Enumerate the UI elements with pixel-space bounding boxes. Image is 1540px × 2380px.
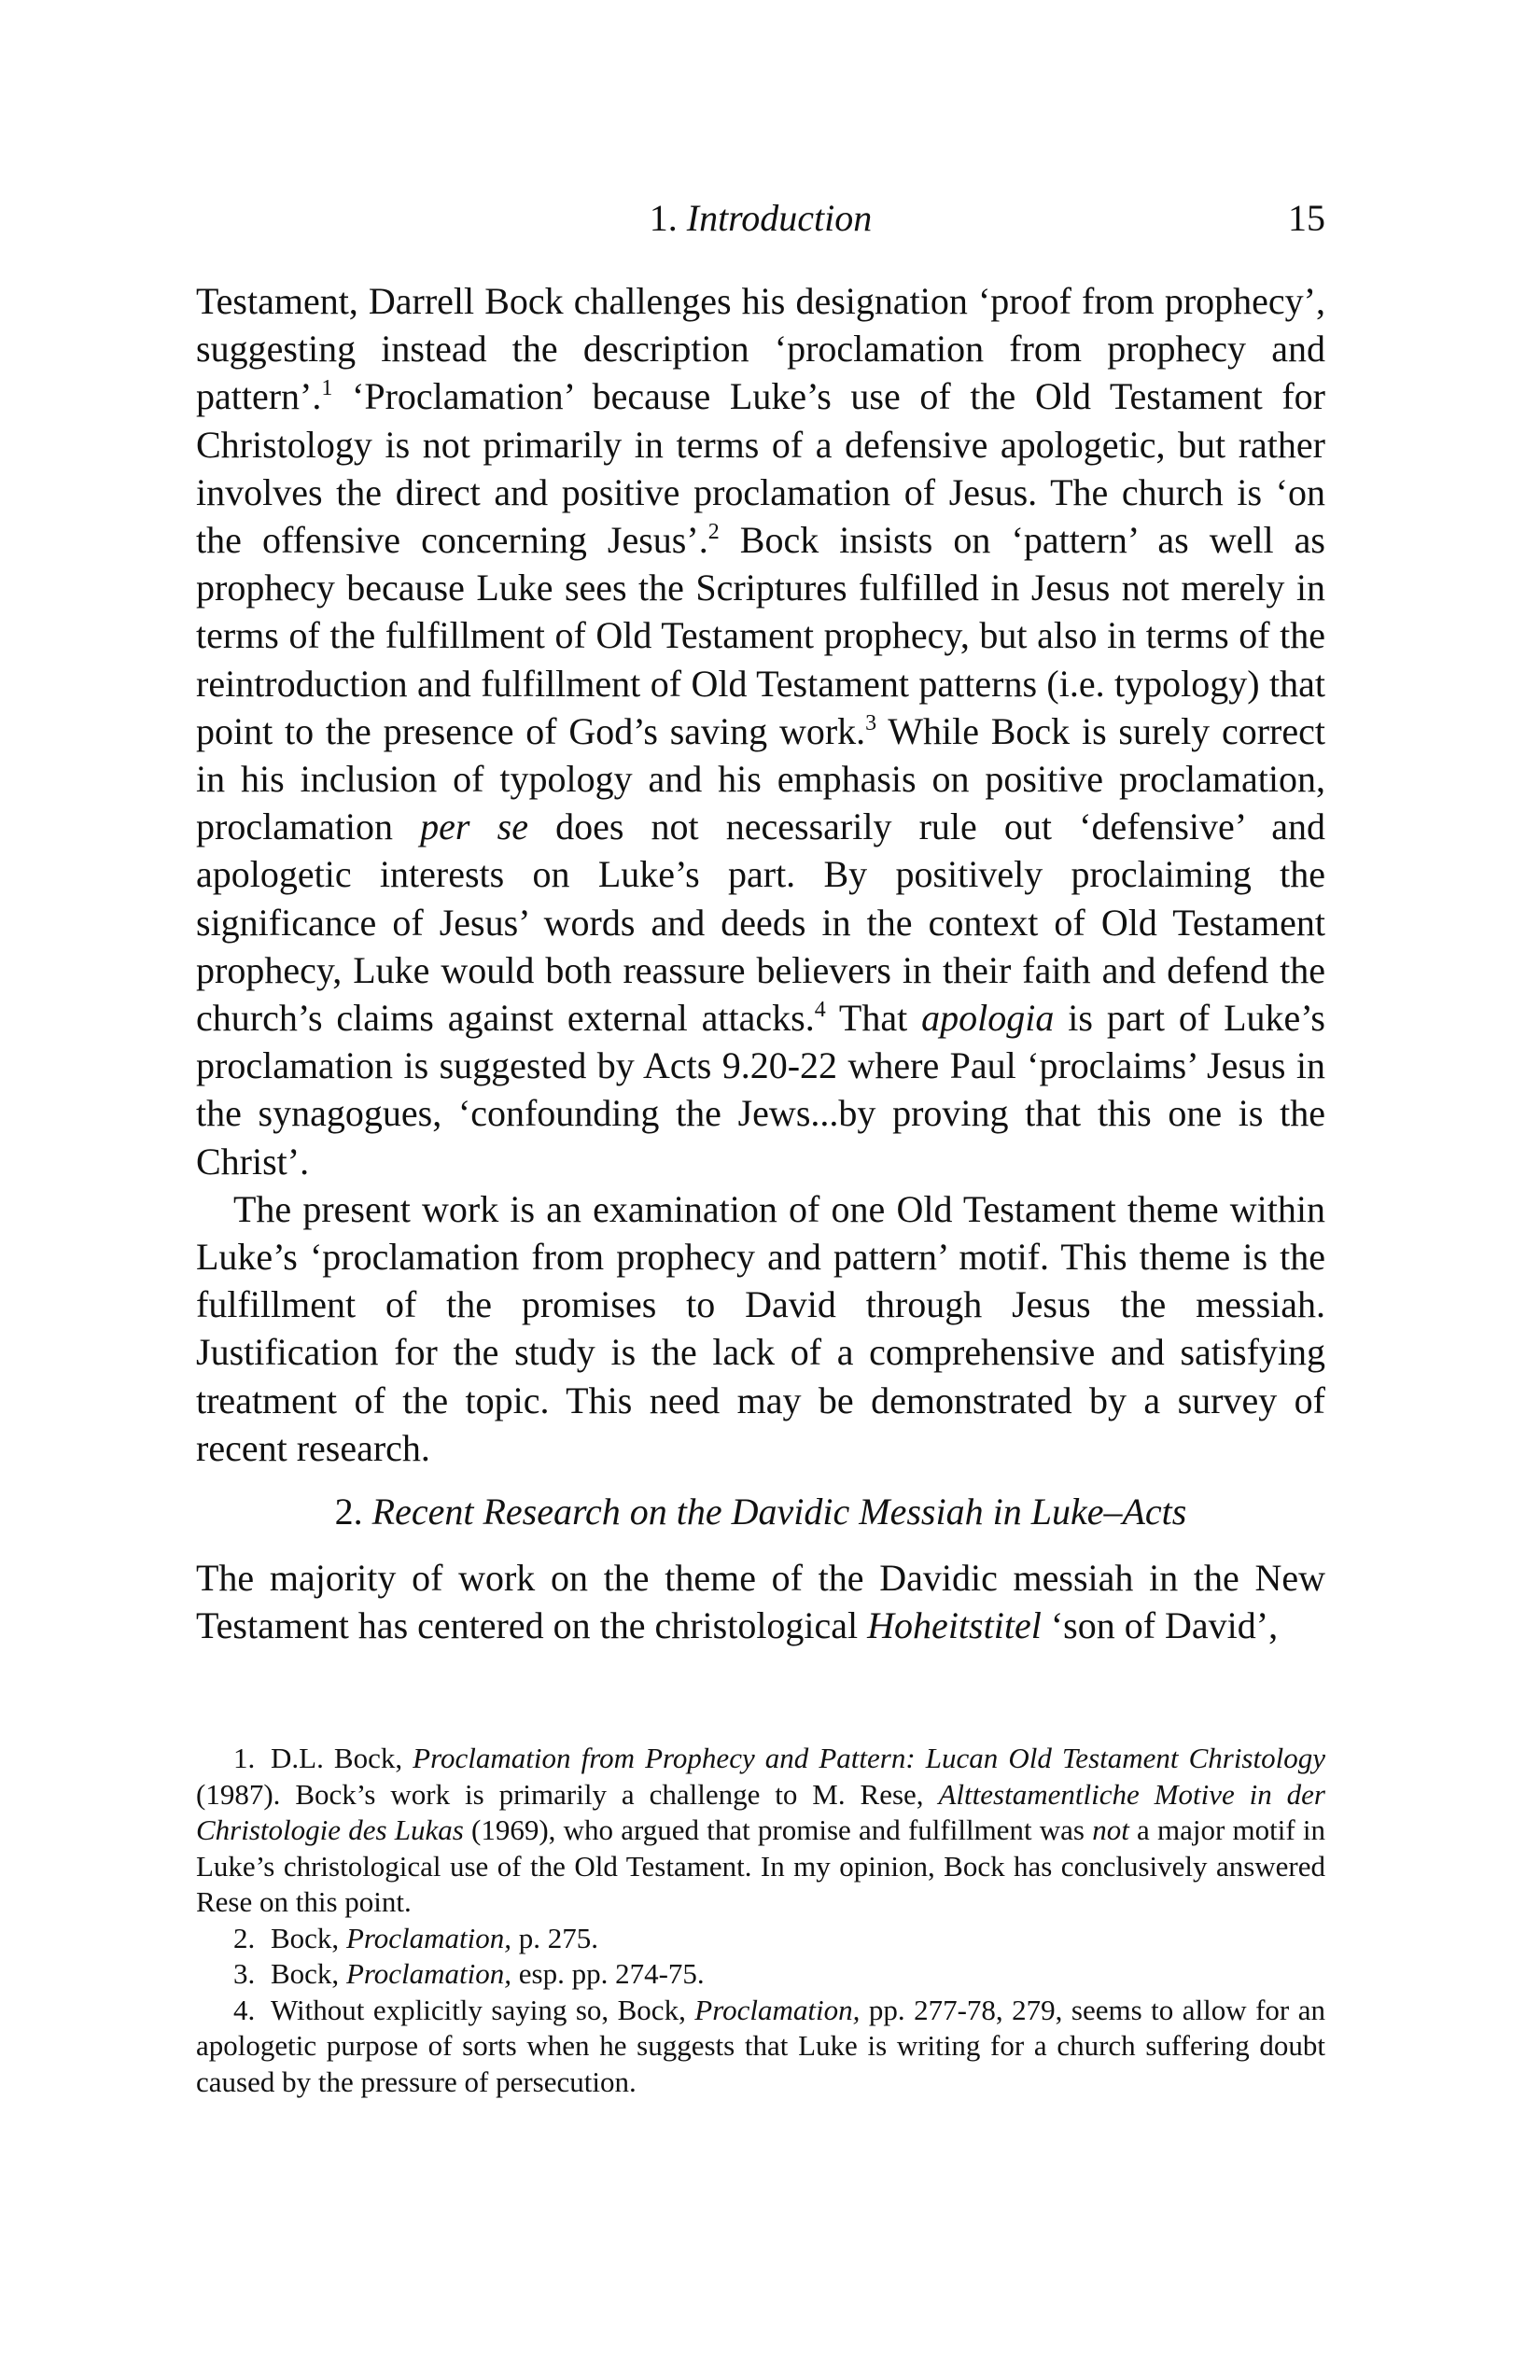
footnote-ref: 3 — [865, 710, 877, 735]
page-number: 15 — [1288, 197, 1325, 239]
section-heading — [196, 1489, 1325, 1535]
text-run: ‘son of David’, — [1041, 1604, 1279, 1647]
running-head — [196, 196, 1325, 243]
chapter-title-text: Introduction — [686, 197, 873, 239]
chapter-title — [196, 196, 1325, 240]
text-run: is part of Luke’s proclamation is suggested by Acts 9.20-22 where Paul ‘proclaims’ Jesus in the synagogues, ‘confounding the Jews...by proving that this one is the Christ’. — [196, 997, 1325, 1183]
footnote-ref: 4 — [814, 998, 826, 1023]
italic-text: apologia — [921, 997, 1055, 1040]
italic-text: Proclamation, — [694, 1993, 861, 2026]
footnote-number: 2. — [233, 1921, 256, 1954]
footnotes — [196, 1741, 1325, 2100]
text-run: The majority of work on the theme of the Davidic messiah in the New Testament has centered on the christological — [196, 1557, 1325, 1647]
footnote-ref: 2 — [707, 520, 720, 545]
body-text — [196, 277, 1325, 1472]
text-run: Testament, Darrell Bock challenges his designation ‘proof from prophecy’, suggesting instead the description ‘proclamation from prophecy and pattern’. — [196, 280, 1325, 418]
text-run: Bock insists on ‘pattern’ as well as prophecy because Luke sees the Scriptures fulfilled in Jesus not merely in terms of the fulfillment of Old Testament prophecy, but also in terms of the reintroduction and fulfillment of Old Testament patterns (i.e. typology) that point to the presence of God’s saving work. — [196, 519, 1325, 752]
section-text — [196, 1554, 1325, 1649]
footnote-3 — [196, 1956, 1325, 1993]
text-run: That — [825, 997, 922, 1040]
italic-text: Proclamation, — [345, 1957, 512, 1990]
section-title: Recent Research on the Davidic Messiah in Luke–Acts — [371, 1491, 1187, 1533]
footnote-number: 1. — [233, 1742, 256, 1774]
text-run: (1987). Bock’s work is primarily a challenge to M. Rese, — [196, 1777, 939, 1811]
italic-text: not — [1092, 1813, 1129, 1846]
text-run: esp. pp. 274-75. — [511, 1957, 705, 1990]
text-run: a major motif in Luke’s christological use of the Old Testament. In my opinion, Bock has conclusively answered Rese on this point. — [196, 1813, 1325, 1918]
italic-text: per se — [420, 805, 528, 848]
text-run: pp. 277-78, 279, seems to allow for an apologetic purpose of sorts when he suggests that Luke is writing for a church suffering doubt caused by the pressure of persecution. — [196, 1993, 1325, 2098]
footnote-number: 3. — [233, 1957, 256, 1990]
text-run: Without explicitly saying so, Bock, — [271, 1993, 695, 2026]
italic-text: Proclamation from Prophecy and Pattern: Lucan Old Testament Christology — [413, 1742, 1325, 1774]
italic-text: Hoheitstitel — [867, 1604, 1042, 1647]
paragraph — [196, 277, 1325, 1185]
text-run: (1969), who argued that promise and fulfillment was — [463, 1813, 1093, 1846]
section-number: 2. — [334, 1491, 363, 1533]
footnote-ref: 1 — [321, 376, 333, 401]
footnote-2 — [196, 1921, 1325, 1957]
text-run: ‘Proclamation’ because Luke’s use of the Old Testament for Christology is not primarily in terms of a defensive apologetic, but rather involves the direct and positive proclamation of Jesus. The church is ‘on the offensive concerning Jesus’. — [196, 375, 1325, 562]
text-run: Bock, — [271, 1957, 346, 1990]
paragraph: The present work is an examination of one Old Testament theme within Luke’s ‘proclamation from prophecy and pattern’ motif. This theme is the fulfillment of the promises to David through Jesus the messiah. Justification for the study is the lack of a comprehensive and satisfying treatment of the topic. This need may be demonstrated by a survey of recent research. — [196, 1187, 1325, 1469]
footnote-4 — [196, 1993, 1325, 2101]
text-run: While Bock is surely correct in his inclusion of typology and his emphasis on positive proclamation, proclamation — [196, 709, 1325, 848]
chapter-number: 1. — [649, 197, 678, 239]
footnote-number: 4. — [233, 1993, 256, 2026]
footnote-1 — [196, 1741, 1325, 1921]
text-run: D.L. Bock, — [271, 1742, 413, 1774]
text-run: Bock, — [271, 1921, 346, 1954]
italic-text: Alttestamentliche Motive in der Christologie des Lukas — [196, 1777, 1326, 1846]
paragraph — [196, 1554, 1325, 1649]
text-run: p. 275. — [511, 1921, 599, 1954]
text-run: does not necessarily rule out ‘defensive’ and apologetic interests on Luke’s part. By positively proclaiming the significance of Jesus’ words and deeds in the context of Old Testament prophecy, Luke would both reassure believers in their faith and defend the church’s claims against external attacks. — [196, 805, 1325, 1040]
italic-text: Proclamation, — [345, 1921, 512, 1954]
